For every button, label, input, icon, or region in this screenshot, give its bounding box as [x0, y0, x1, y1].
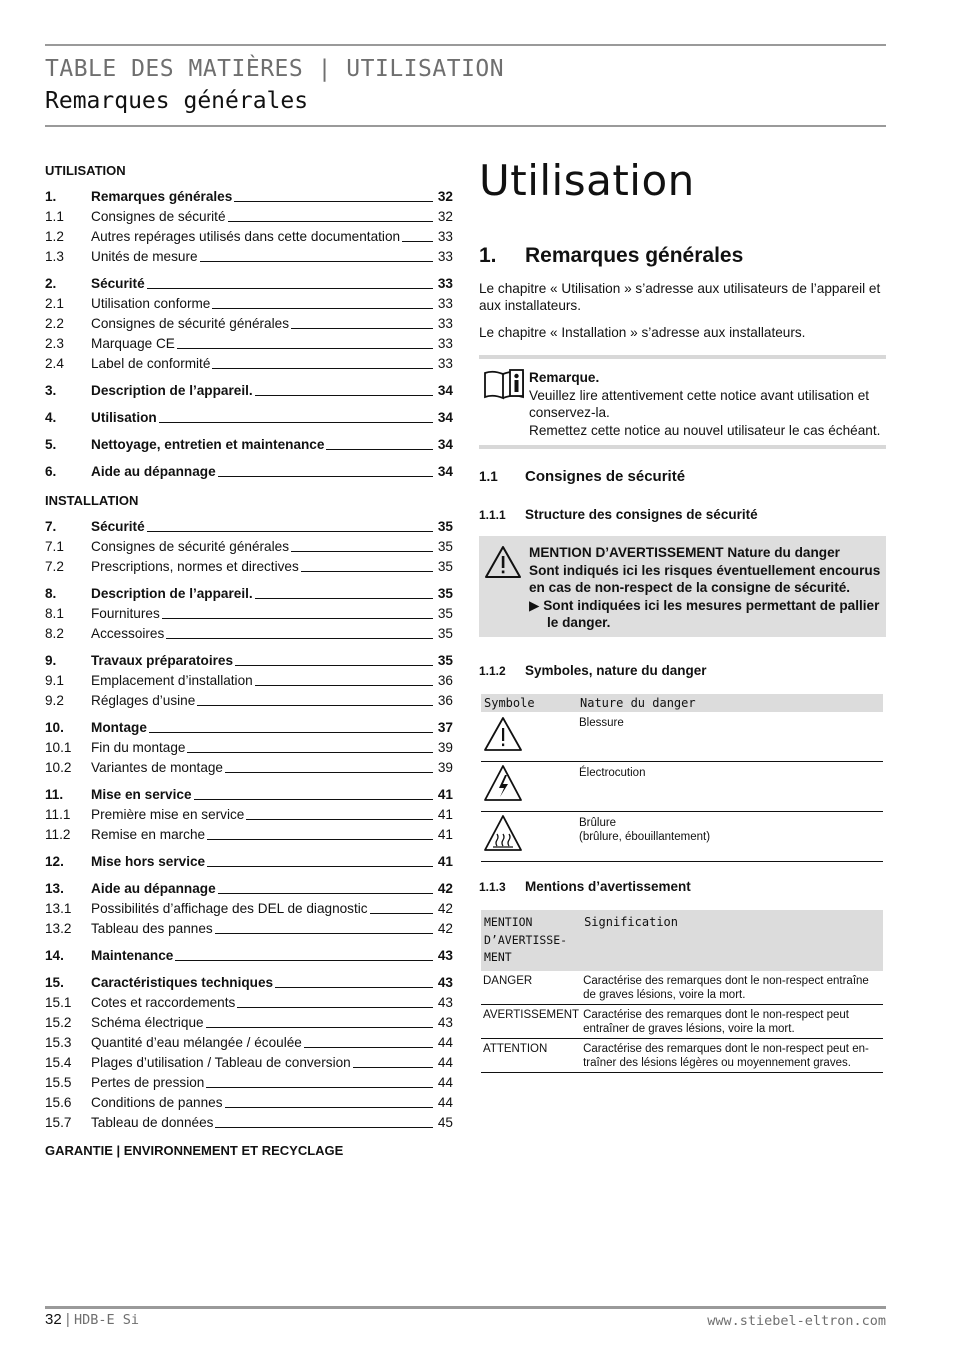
toc-entry: [45, 1053, 453, 1073]
danger-text: Blessure: [579, 717, 624, 729]
footer-rule: [45, 1306, 886, 1309]
toc-entry: [45, 1033, 453, 1053]
toc-entry: [45, 1113, 453, 1133]
toc-entry-title: Consignes de sécurité générales: [91, 316, 289, 331]
toc-entry-number: 11.1: [45, 807, 71, 822]
toc-entry: [45, 671, 453, 691]
toc-leader: [187, 752, 433, 753]
toc-entry-number: 15.3: [45, 1035, 72, 1050]
toc-entry-page: 41: [437, 807, 453, 822]
section-number: 1.1: [479, 469, 498, 484]
toc-entry-number: 2.2: [45, 316, 64, 331]
model-name: HDB-E Si: [73, 1312, 139, 1328]
symbol-cell: [481, 812, 577, 862]
toc-entry-number: 8.: [45, 586, 57, 601]
toc-entry-page: 34: [437, 464, 453, 479]
danger-cell: [577, 712, 883, 762]
warning-signal-line: MENTION D’AVERTISSEMENT Nature du danger: [529, 545, 840, 560]
toc-entry-page: 37: [437, 720, 453, 735]
toc-entry-title: Maintenance: [91, 948, 174, 963]
toc-entry-page: 35: [437, 519, 453, 534]
toc-entry-page: 39: [437, 760, 453, 775]
toc-entry-title: Remise en marche: [91, 827, 206, 842]
toc-entry-title: Tableau des pannes: [91, 921, 213, 936]
signal-meaning: Caractérise des remarques dont le non-respect peut entraîner de graves lésions, voire la mort.: [581, 1004, 883, 1038]
toc-entry: [45, 852, 453, 872]
section-heading-1-1-2: [479, 663, 707, 678]
toc-leader: [162, 618, 433, 619]
toc-entry-number: 13.1: [45, 901, 72, 916]
toc-entry: [45, 517, 453, 537]
toc-entry-number: 12.: [45, 854, 64, 869]
section-heading-1: [479, 244, 743, 268]
column-header: Signification: [581, 910, 883, 971]
header-subtitle: Remarques générales: [45, 88, 309, 114]
toc-entry-page: 44: [437, 1055, 453, 1070]
table-row: [481, 1004, 883, 1038]
toc-entry-title: Emplacement d’installation: [91, 673, 253, 688]
paragraph-utilisation: Le chapitre « Utilisation » s’adresse aux utilisateurs de l’appareil et aux installateurs.: [479, 281, 881, 313]
toc-entry-page: 42: [437, 921, 453, 936]
toc-leader: [206, 1087, 433, 1088]
symbol-cell: [481, 762, 577, 812]
toc-entry-title: Mise hors service: [91, 854, 206, 869]
toc-entry-number: 9.2: [45, 693, 64, 708]
toc-leader: [218, 893, 433, 894]
table-row: [481, 762, 883, 812]
section-title: Mentions d’avertissement: [525, 879, 691, 894]
toc-leader: [177, 348, 433, 349]
toc-entry: [45, 314, 453, 334]
toc-entry-number: 15.: [45, 975, 64, 990]
toc-entry: [45, 785, 453, 805]
toc-leader: [197, 705, 433, 706]
toc-entry-number: 13.: [45, 881, 64, 896]
toc-entry-title: Première mise en service: [91, 807, 245, 822]
toc-entry-page: 44: [437, 1035, 453, 1050]
toc-entry-page: 45: [437, 1115, 453, 1130]
toc-leader: [228, 221, 433, 222]
header-top-rule: [45, 44, 886, 46]
toc-entry-page: 42: [437, 881, 453, 896]
section-number: 1.: [479, 244, 497, 267]
toc-leader: [255, 685, 433, 686]
danger-text: Brûlure: [579, 817, 617, 829]
toc-entry-page: 41: [437, 827, 453, 842]
toc-entry-number: 15.6: [45, 1095, 72, 1110]
note-title: Remarque.: [529, 370, 600, 385]
chapter-title: Utilisation: [479, 156, 695, 205]
toc-entry-page: 44: [437, 1095, 453, 1110]
toc-entry: [45, 1093, 453, 1113]
note-line-1: Veuillez lire attentivement cette notice avant utilisation et conservez-la.: [529, 387, 870, 420]
toc-entry: [45, 651, 453, 671]
signal-word: AVERTISSEMENT: [481, 1004, 581, 1038]
toc-entry-title: Schéma électrique: [91, 1015, 204, 1030]
toc-entry-page: 33: [437, 356, 453, 371]
page-number: 32: [45, 1311, 62, 1328]
toc-entry-title: Fournitures: [91, 606, 160, 621]
toc-entry-number: 2.4: [45, 356, 64, 371]
toc-leader: [212, 368, 433, 369]
toc-entry: [45, 973, 453, 993]
toc-section-utilisation: [45, 187, 453, 482]
toc-leader: [370, 913, 433, 914]
toc-entry-title: Description de l’appareil.: [91, 383, 253, 398]
toc-entry-title: Aide au dépannage: [91, 464, 216, 479]
toc-entry-number: 2.1: [45, 296, 64, 311]
section-number: 1.1.3: [479, 880, 506, 894]
toc-entry: [45, 381, 453, 401]
toc-entry: [45, 435, 453, 455]
toc-entry: [45, 718, 453, 738]
toc-entry-page: 35: [437, 626, 453, 641]
toc-entry: [45, 557, 453, 577]
toc-leader: [255, 598, 433, 599]
table-row: [481, 712, 883, 762]
toc-entry: [45, 738, 453, 758]
toc-leader: [246, 819, 433, 820]
toc-entry-page: 36: [437, 673, 453, 688]
toc-entry-page: 34: [437, 437, 453, 452]
toc-leader: [218, 476, 433, 477]
toc-entry-title: Prescriptions, normes et directives: [91, 559, 299, 574]
toc-entry-number: 2.3: [45, 336, 64, 351]
toc-entry: [45, 946, 453, 966]
toc-leader: [402, 241, 433, 242]
toc-leader: [255, 395, 433, 396]
toc-entry: [45, 993, 453, 1013]
toc-entry-number: 15.2: [45, 1015, 72, 1030]
toc-entry: [45, 408, 453, 428]
toc-entry: [45, 825, 453, 845]
toc-entry-page: 34: [437, 383, 453, 398]
toc-entry-page: 43: [437, 995, 453, 1010]
toc-entry: [45, 274, 453, 294]
hot-surface-icon: [481, 843, 525, 860]
footer-separator: |: [65, 1311, 70, 1328]
toc-entry-number: 9.1: [45, 673, 64, 688]
toc-leader: [207, 866, 433, 867]
website-url: www.stiebel-eltron.com: [707, 1313, 886, 1329]
section-number: 1.1.2: [479, 664, 506, 678]
toc-entry-title: Conditions de pannes: [91, 1095, 223, 1110]
warning-box: [479, 536, 886, 637]
bullet-arrow-icon: ▶: [529, 597, 544, 613]
toc-entry-title: Consignes de sécurité: [91, 209, 226, 224]
toc-entry-page: 35: [437, 653, 453, 668]
toc-leader: [175, 960, 433, 961]
toc-entry-title: Sécurité: [91, 276, 145, 291]
toc-entry-title: Montage: [91, 720, 147, 735]
danger-cell: [577, 812, 883, 862]
section-title: Symboles, nature du danger: [525, 663, 707, 678]
column-header: Symbole: [481, 694, 577, 712]
symbol-cell: [481, 712, 577, 762]
toc-entry-page: 35: [437, 606, 453, 621]
toc-entry-title: Utilisation conforme: [91, 296, 211, 311]
section-heading-1-1-3: [479, 879, 691, 894]
column-header: MENTION D’AVERTISSE-MENT: [481, 910, 581, 971]
toc-entry: [45, 805, 453, 825]
toc-leader: [194, 799, 433, 800]
toc-entry-page: 33: [437, 249, 453, 264]
toc-entry-page: 42: [437, 901, 453, 916]
toc-entry-page: 32: [437, 189, 453, 204]
toc-leader: [326, 449, 433, 450]
section-heading-1-1: [479, 468, 685, 485]
toc-entry: [45, 691, 453, 711]
toc-entry-title: Label de conformité: [91, 356, 211, 371]
symbols-table: [481, 694, 883, 862]
toc-leader: [147, 531, 433, 532]
table-row: [481, 1038, 883, 1072]
toc-leader: [159, 422, 433, 423]
danger-cell: [577, 762, 883, 812]
toc-entry-title: Autres repérages utilisés dans cette documentation: [91, 229, 401, 244]
toc-leader: [304, 1047, 433, 1048]
note-line-2: Remettez cette notice au nouvel utilisateur le cas échéant.: [529, 422, 881, 438]
toc-leader: [215, 1127, 433, 1128]
toc-entry: [45, 334, 453, 354]
toc-entry: [45, 624, 453, 644]
toc-entry-title: Unités de mesure: [91, 249, 198, 264]
toc-entry-number: 15.1: [45, 995, 72, 1010]
toc-entry-page: 33: [437, 336, 453, 351]
section-number: 1.1.1: [479, 508, 506, 522]
footer-left: [45, 1311, 139, 1328]
table-of-contents: [45, 160, 453, 1158]
toc-entry-page: 43: [437, 948, 453, 963]
toc-leader: [149, 732, 433, 733]
toc-entry-page: 41: [437, 787, 453, 802]
toc-entry-number: 5.: [45, 437, 57, 452]
toc-entry-number: 2.: [45, 276, 57, 291]
toc-section-installation: [45, 517, 453, 1133]
toc-leader: [234, 201, 433, 202]
toc-entry-page: 33: [437, 229, 453, 244]
toc-entry-number: 15.4: [45, 1055, 72, 1070]
toc-leader: [237, 1007, 433, 1008]
toc-entry-number: 6.: [45, 464, 57, 479]
toc-entry-page: 35: [437, 586, 453, 601]
note-box: [479, 355, 886, 449]
header-bottom-rule: [45, 125, 886, 127]
toc-entry: [45, 899, 453, 919]
toc-entry: [45, 919, 453, 939]
toc-entry-title: Caractéristiques techniques: [91, 975, 274, 990]
toc-entry-page: 35: [437, 539, 453, 554]
toc-leader: [147, 288, 433, 289]
toc-leader: [225, 772, 433, 773]
toc-entry: [45, 604, 453, 624]
toc-entry-number: 10.1: [45, 740, 72, 755]
toc-entry: [45, 758, 453, 778]
toc-entry-title: Nettoyage, entretien et maintenance: [91, 437, 325, 452]
toc-entry-number: 1.1: [45, 209, 64, 224]
toc-entry-title: Fin du montage: [91, 740, 186, 755]
toc-entry-number: 4.: [45, 410, 57, 425]
toc-entry-title: Quantité d’eau mélangée / écoulée: [91, 1035, 302, 1050]
toc-entry-page: 33: [437, 296, 453, 311]
toc-entry-title: Consignes de sécurité générales: [91, 539, 289, 554]
toc-entry-page: 44: [437, 1075, 453, 1090]
toc-entry-page: 34: [437, 410, 453, 425]
toc-entry-number: 14.: [45, 948, 64, 963]
toc-entry-number: 10.: [45, 720, 64, 735]
toc-entry-page: 43: [437, 975, 453, 990]
toc-entry-title: Marquage CE: [91, 336, 175, 351]
toc-entry-page: 39: [437, 740, 453, 755]
toc-leader: [291, 328, 433, 329]
toc-leader: [353, 1067, 433, 1068]
toc-entry: [45, 354, 453, 374]
toc-leader: [207, 839, 433, 840]
toc-entry-number: 8.2: [45, 626, 64, 641]
toc-entry: [45, 227, 453, 247]
toc-entry-number: 1.: [45, 189, 57, 204]
toc-entry-title: Sécurité: [91, 519, 145, 534]
signal-word: ATTENTION: [481, 1038, 581, 1072]
toc-entry-title: Aide au dépannage: [91, 881, 216, 896]
toc-entry: [45, 1073, 453, 1093]
toc-leader: [212, 308, 433, 309]
toc-entry-number: 1.3: [45, 249, 64, 264]
toc-leader: [200, 261, 433, 262]
toc-entry-title: Tableau de données: [91, 1115, 214, 1130]
danger-text: Électrocution: [579, 767, 646, 779]
toc-leader: [291, 551, 433, 552]
toc-leader: [215, 933, 433, 934]
toc-entry-number: 7.1: [45, 539, 64, 554]
toc-entry: [45, 584, 453, 604]
toc-entry-page: 43: [437, 1015, 453, 1030]
section-heading-1-1-1: [479, 507, 758, 522]
toc-entry-title: Cotes et raccordements: [91, 995, 236, 1010]
toc-entry-number: 15.7: [45, 1115, 72, 1130]
toc-entry-title: Remarques générales: [91, 189, 233, 204]
toc-leader: [275, 987, 433, 988]
toc-entry: [45, 1013, 453, 1033]
toc-entry-title: Variantes de montage: [91, 760, 223, 775]
warning-measure: [529, 597, 885, 632]
toc-entry-number: 11.2: [45, 827, 71, 842]
warning-triangle-icon: [484, 544, 522, 585]
toc-entry-number: 8.1: [45, 606, 64, 621]
toc-entry-page: 41: [437, 854, 453, 869]
signal-words-table: [481, 910, 883, 1073]
toc-entry-title: Accessoires: [91, 626, 165, 641]
section-title: Remarques générales: [525, 244, 744, 267]
toc-entry-number: 1.2: [45, 229, 64, 244]
table-row: [481, 971, 883, 1005]
toc-entry-page: 33: [437, 276, 453, 291]
toc-entry: [45, 462, 453, 482]
toc-entry: [45, 207, 453, 227]
toc-entry-number: 15.5: [45, 1075, 72, 1090]
toc-entry-title: Pertes de pression: [91, 1075, 205, 1090]
warning-measure-text: Sont indiquées ici les mesures permettant de pallier le danger.: [543, 597, 880, 630]
toc-entry-number: 11.: [45, 787, 64, 802]
toc-entry: [45, 879, 453, 899]
toc-entry-title: Mise en service: [91, 787, 192, 802]
injury-triangle-icon: [481, 743, 525, 760]
toc-entry-number: 9.: [45, 653, 57, 668]
electric-shock-icon: [481, 793, 525, 810]
toc-entry-page: 33: [437, 316, 453, 331]
toc-entry-number: 10.2: [45, 760, 72, 775]
toc-entry-number: 7.: [45, 519, 57, 534]
toc-entry: [45, 247, 453, 267]
toc-section-heading: INSTALLATION: [45, 493, 139, 508]
table-row: [481, 812, 883, 862]
paragraph-installation: Le chapitre « Installation » s’adresse aux installateurs.: [479, 325, 806, 340]
toc-entry-page: 35: [437, 559, 453, 574]
toc-entry-title: Plages d’utilisation / Tableau de conversion: [91, 1055, 351, 1070]
info-book-icon: [483, 367, 525, 408]
toc-entry-title: Réglages d’usine: [91, 693, 196, 708]
section-title: Structure des consignes de sécurité: [525, 507, 758, 522]
header-title: TABLE DES MATIÈRES | UTILISATION: [45, 56, 505, 82]
toc-entry: [45, 187, 453, 207]
toc-leader: [166, 638, 433, 639]
section-title: Consignes de sécurité: [525, 468, 686, 485]
toc-entry-title: Travaux préparatoires: [91, 653, 234, 668]
toc-entry-title: Description de l’appareil.: [91, 586, 253, 601]
signal-meaning: Caractérise des remarques dont le non-respect entraîne de graves lésions, voire la mort.: [581, 971, 883, 1005]
danger-text-detail: (brûlure, ébouillantement): [579, 831, 711, 843]
toc-entry-title: Utilisation: [91, 410, 157, 425]
toc-footer-heading: GARANTIE | ENVIRONNEMENT ET RECYCLAGE: [45, 1143, 344, 1158]
toc-leader: [301, 571, 433, 572]
toc-leader: [235, 665, 433, 666]
signal-meaning: Caractérise des remarques dont le non-respect peut en-traîner des lésions légères ou moyennement graves.: [581, 1038, 883, 1072]
toc-leader: [225, 1107, 433, 1108]
toc-leader: [206, 1027, 433, 1028]
toc-entry: [45, 294, 453, 314]
toc-entry-number: 13.2: [45, 921, 72, 936]
toc-entry-title: Possibilités d’affichage des DEL de diagnostic: [91, 901, 368, 916]
toc-entry-page: 32: [437, 209, 453, 224]
toc-entry-number: 7.2: [45, 559, 64, 574]
toc-section-heading: UTILISATION: [45, 163, 126, 178]
toc-entry: [45, 537, 453, 557]
warning-risk-line: Sont indiqués ici les risques éventuellement encourus en cas de non-respect de la consigne de sécurité.: [529, 562, 881, 595]
column-header: Nature du danger: [577, 694, 883, 712]
signal-word: DANGER: [481, 971, 581, 1005]
toc-entry-page: 36: [437, 693, 453, 708]
toc-entry-number: 3.: [45, 383, 57, 398]
